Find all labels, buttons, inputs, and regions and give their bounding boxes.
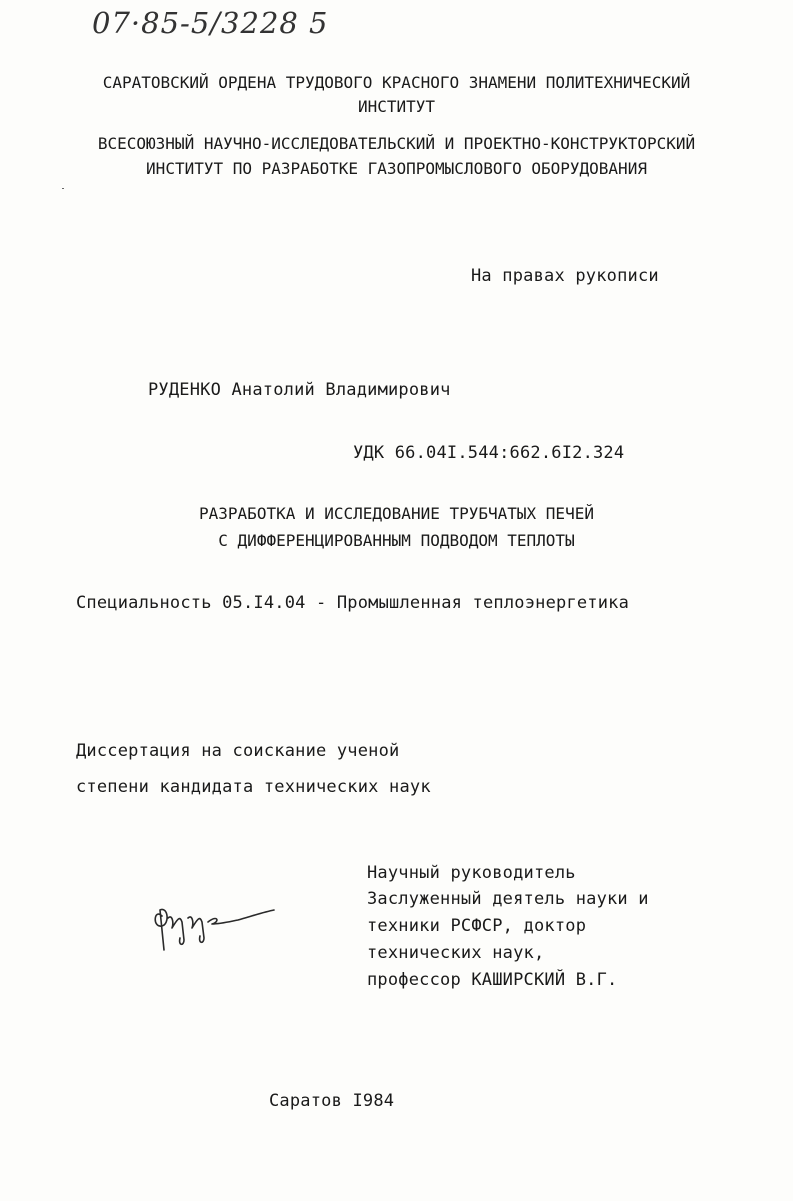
scan-speck [62,188,64,189]
udk-code: УДК 66.04I.544:662.6I2.324 [353,443,625,463]
supervisor-line-3: техники РСФСР, доктор [367,916,587,936]
institution-2-line-1: ВСЕСОЮЗНЫЙ НАУЧНО-ИССЛЕДОВАТЕЛЬСКИЙ И ПРОЕКТНО-КОНСТРУКТОРСКИЙ [97,134,696,153]
author-name: РУДЕНКО Анатолий Владимирович [148,380,451,400]
institution-1-line-2: ИНСТИТУТ [357,97,436,116]
supervisor-line-2: Заслуженный деятель науки и [367,889,649,909]
dissertation-line-2: степени кандидата технических наук [76,777,431,797]
institution-1-line-1: САРАТОВСКИЙ ОРДЕНА ТРУДОВОГО КРАСНОГО ЗНАМЕНИ ПОЛИТЕХНИЧЕСКИЙ [102,73,691,92]
specialty: Специальность 05.I4.04 - Промышленная теплоэнергетика [76,593,630,613]
manuscript-rights-note: На правах рукописи [471,266,659,286]
supervisor-line-4: технических наук, [367,943,545,963]
place-and-year: Саратов I984 [269,1091,395,1111]
supervisor-line-1: Научный руководитель [367,863,576,883]
institution-2-line-2: ИНСТИТУТ ПО РАЗРАБОТКЕ ГАЗОПРОМЫСЛОВОГО ОБОРУДОВАНИЯ [146,159,647,178]
dissertation-line-1: Диссертация на соискание ученой [76,741,400,761]
supervisor-line-5: профессор КАШИРСКИЙ В.Г. [367,970,618,990]
title-line-2: С ДИФФЕРЕНЦИРОВАННЫМ ПОДВОДОМ ТЕПЛОТЫ [218,531,575,550]
title-line-1: РАЗРАБОТКА И ИССЛЕДОВАНИЕ ТРУБЧАТЫХ ПЕЧЕЙ [199,504,594,523]
handwritten-archive-number: 07·85-5/3228 5 [92,6,329,40]
author-signature [148,888,278,958]
